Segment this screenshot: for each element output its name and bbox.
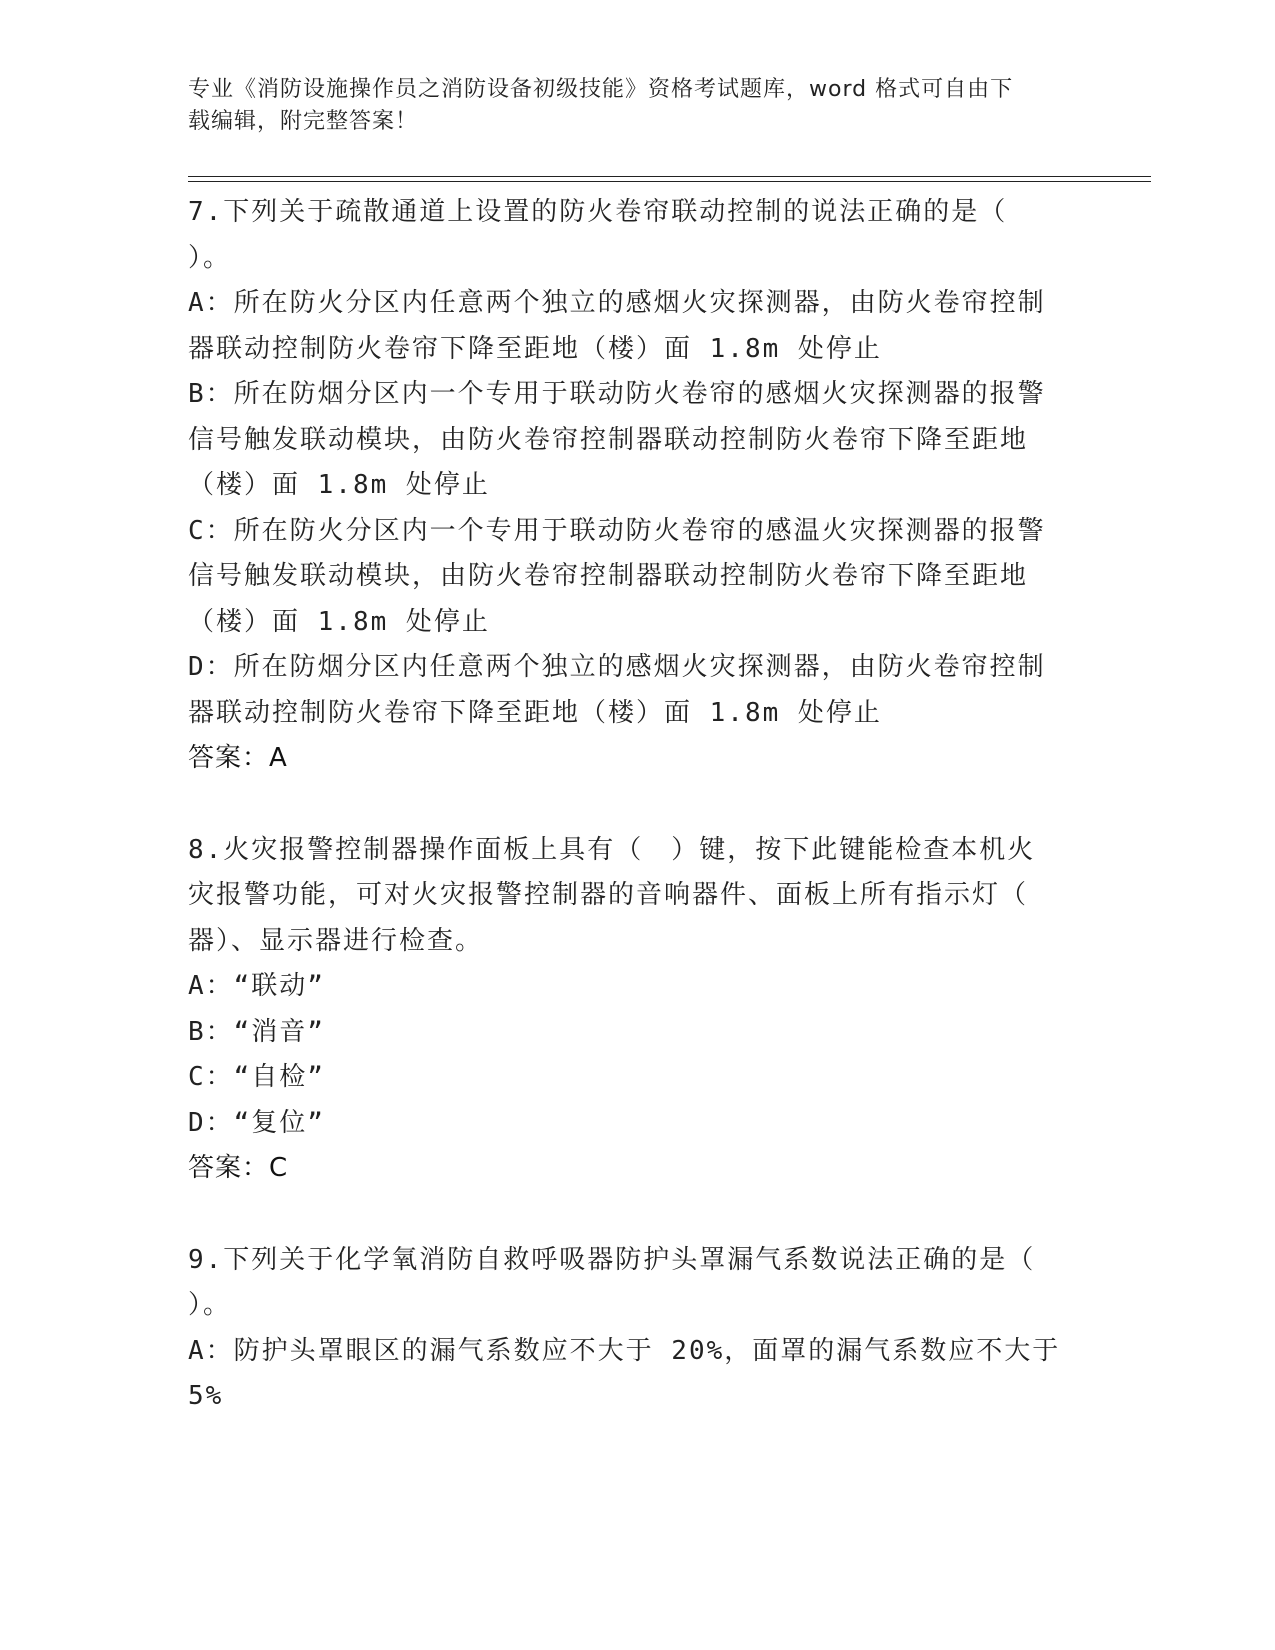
question-9 [188,1238,1068,1420]
option-b: 信号触发联动模块，由防火卷帘控制器联动控制防火卷帘下降至距地 [188,424,1029,455]
option-a: 器联动控制防火卷帘下降至距地（楼）面 1.8m 处停止 [188,333,882,364]
question-8 [188,828,1068,1192]
option-c: （楼）面 1.8m 处停止 [188,606,490,637]
option-d: 器联动控制防火卷帘下降至距地（楼）面 1.8m 处停止 [188,697,882,728]
header-line-1: 专业《消防设施操作员之消防设备初级技能》资格考试题库，word 格式可自由下 [188,77,1014,102]
question-stem: 7.下列关于疏散通道上设置的防火卷帘联动控制的说法正确的是（ [188,197,1008,227]
question-gap [188,782,1068,828]
question-7 [188,190,1068,782]
document-header [188,74,1068,138]
answer: 答案：A [188,743,288,773]
option-a: A：“联动” [188,971,325,1001]
header-line-2: 载编辑，附完整答案！ [188,109,419,134]
option-b: B：“消音” [188,1016,325,1047]
question-stem: 8.火灾报警控制器操作面板上具有（ ）键，按下此键能检查本机火 [188,834,1036,865]
option-c: C：所在防火分区内一个专用于联动防火卷帘的感温火灾探测器的报警 [188,515,1046,546]
option-a: 5% [188,1381,224,1411]
header-divider-bottom [188,181,1151,182]
option-c: C：“自检” [188,1062,325,1092]
option-a: A：所在防火分区内任意两个独立的感烟火灾探测器，由防火卷帘控制 [188,288,1046,318]
header-divider-top [188,176,1151,177]
option-a: A：防护头罩眼区的漏气系数应不大于 20%，面罩的漏气系数应不大于 [188,1335,1061,1366]
question-stem: ）。 [188,1290,232,1320]
question-stem: ）。 [188,242,232,273]
option-c: 信号触发联动模块，由防火卷帘控制器联动控制防火卷帘下降至距地 [188,561,1029,591]
option-d: D：所在防烟分区内任意两个独立的感烟火灾探测器，由防火卷帘控制 [188,652,1046,682]
answer: 答案：C [188,1153,289,1183]
option-d: D：“复位” [188,1107,325,1138]
question-stem: 器）、显示器进行检查。 [188,925,484,956]
question-stem: 灾报警功能，可对火灾报警控制器的音响器件、面板上所有指示灯（ [188,880,1029,910]
question-stem: 9.下列关于化学氧消防自救呼吸器防护头罩漏气系数说法正确的是（ [188,1244,1036,1275]
question-gap [188,1192,1068,1238]
option-b: B：所在防烟分区内一个专用于联动防火卷帘的感烟火灾探测器的报警 [188,379,1046,409]
option-b: （楼）面 1.8m 处停止 [188,470,490,500]
question-list [188,190,1068,1420]
